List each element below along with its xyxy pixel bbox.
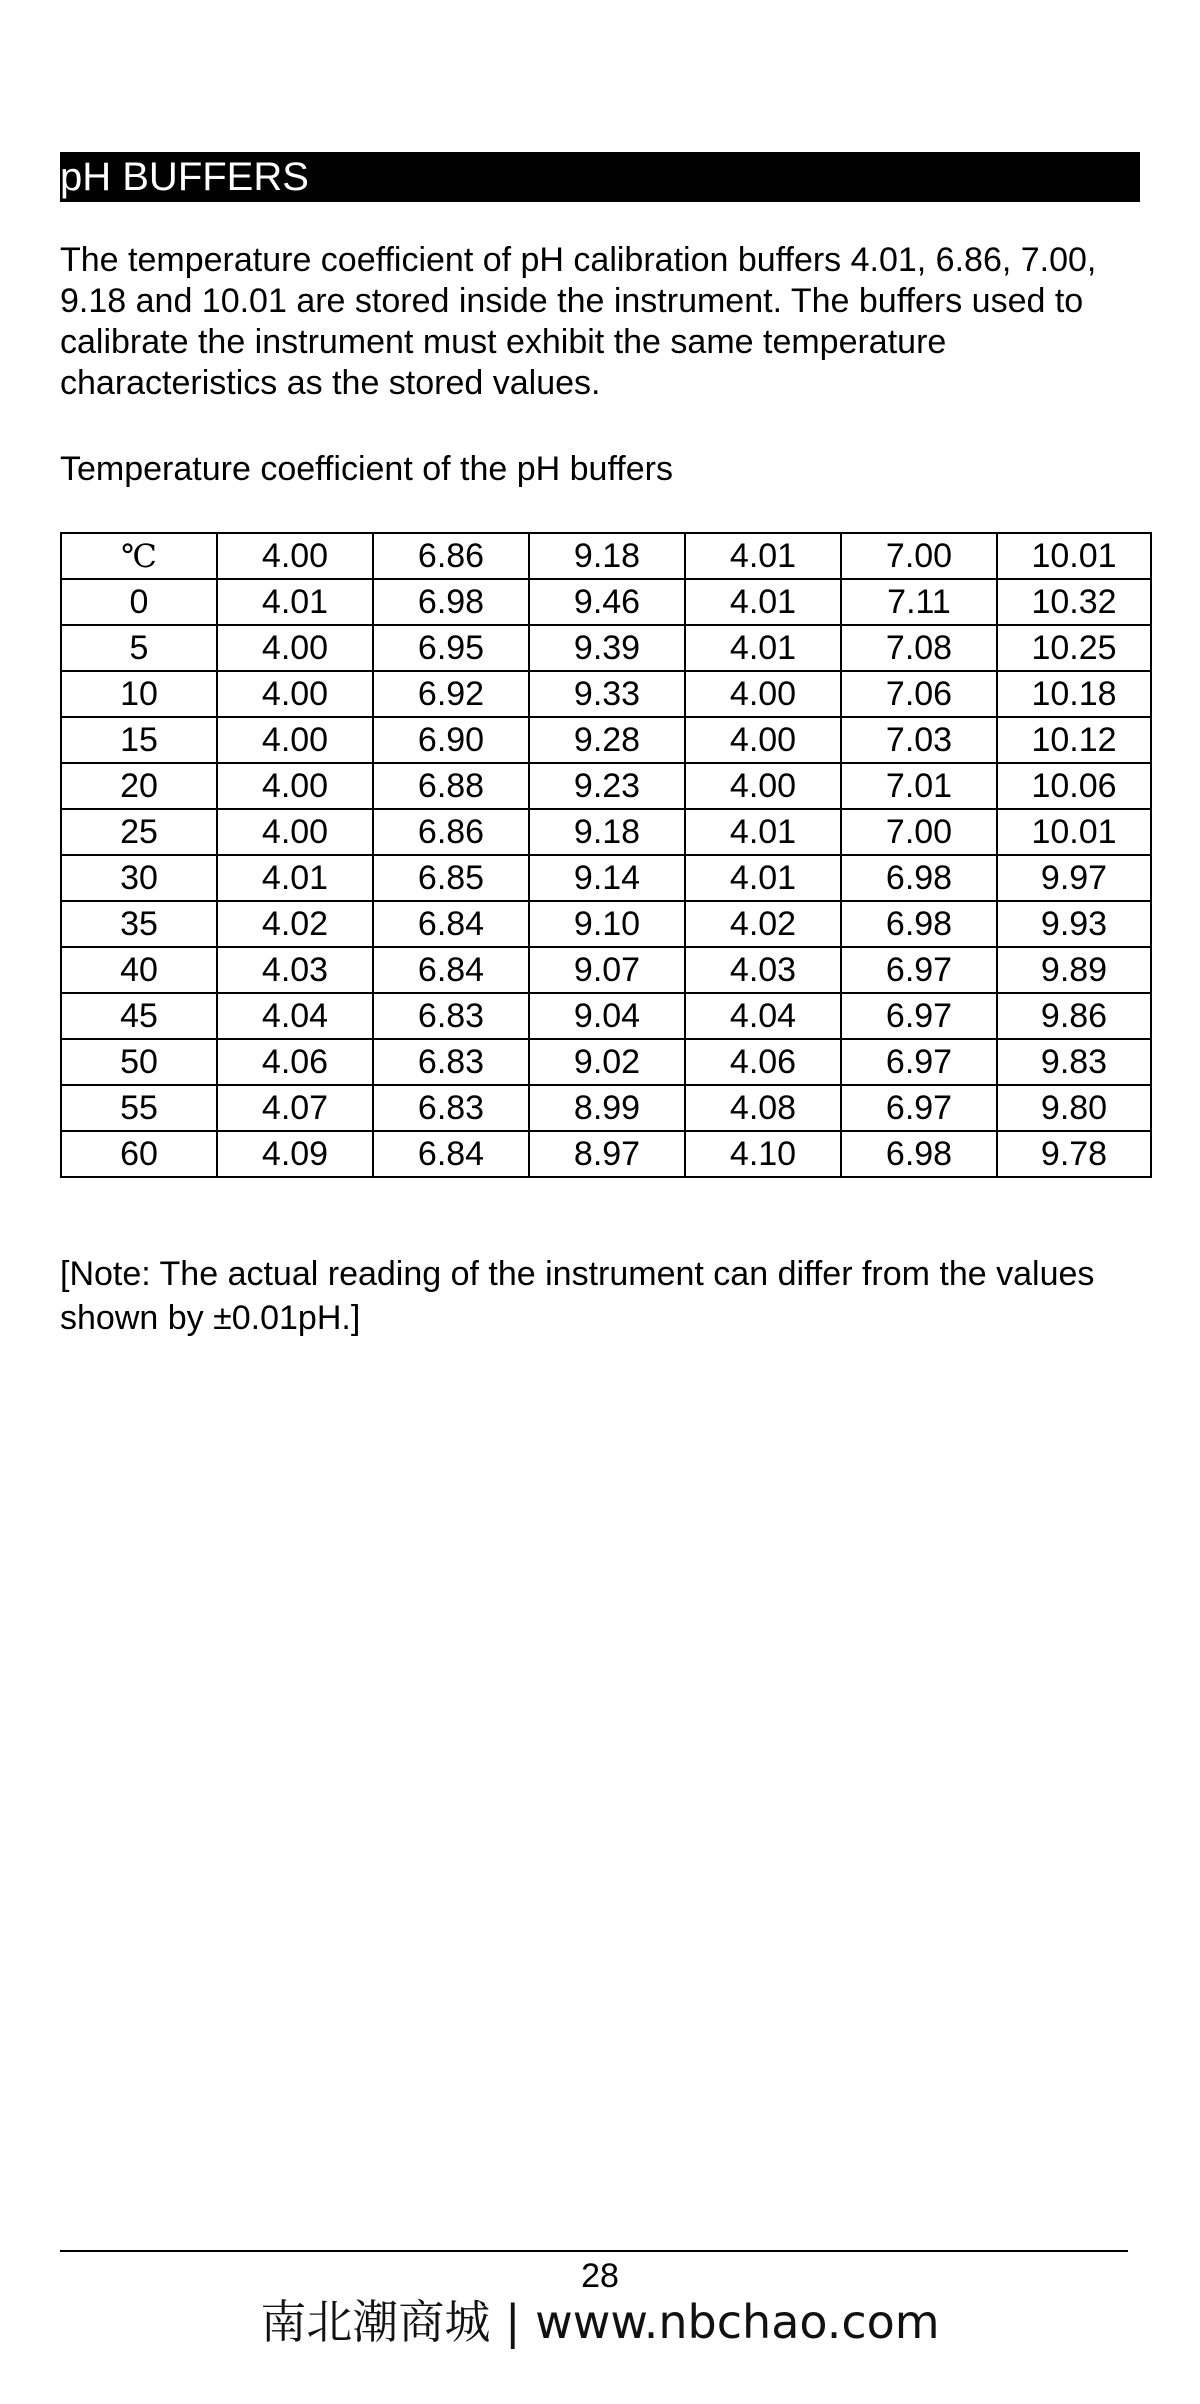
- buffer-value-cell: 10.18: [997, 671, 1151, 717]
- buffer-value-cell: 6.97: [841, 947, 997, 993]
- table-caption: Temperature coefficient of the pH buffers: [60, 450, 673, 488]
- temperature-cell: 10: [61, 671, 217, 717]
- buffer-value-cell: 7.11: [841, 579, 997, 625]
- buffer-value-cell: 10.12: [997, 717, 1151, 763]
- buffer-table: [60, 532, 1152, 1178]
- table-row: [61, 809, 1151, 855]
- buffer-value-cell: 4.03: [217, 947, 373, 993]
- buffer-value-cell: 6.83: [373, 993, 529, 1039]
- buffer-value-cell: 10.06: [997, 763, 1151, 809]
- temperature-cell: 20: [61, 763, 217, 809]
- footer-divider: [60, 2250, 1128, 2252]
- table-row: [61, 717, 1151, 763]
- buffer-value-cell: 4.02: [217, 901, 373, 947]
- buffer-value-cell: 4.01: [685, 855, 841, 901]
- buffer-value-cell: 4.00: [217, 809, 373, 855]
- table-row: [61, 901, 1151, 947]
- buffer-value-cell: 6.83: [373, 1039, 529, 1085]
- buffer-value-cell: 6.98: [373, 579, 529, 625]
- buffer-value-cell: 4.00: [217, 671, 373, 717]
- buffer-value-cell: 9.78: [997, 1131, 1151, 1177]
- page-number: 28: [581, 2257, 619, 2295]
- temperature-cell: 50: [61, 1039, 217, 1085]
- section-heading: pH BUFFERS: [60, 152, 1140, 202]
- buffer-value-cell: 6.86: [373, 809, 529, 855]
- buffer-value-cell: 6.98: [841, 855, 997, 901]
- buffer-value-cell: 9.89: [997, 947, 1151, 993]
- buffer-value-cell: 9.93: [997, 901, 1151, 947]
- buffer-value-cell: 6.90: [373, 717, 529, 763]
- buffer-value-cell: 4.04: [685, 993, 841, 1039]
- table-row: [61, 993, 1151, 1039]
- buffer-value-cell: 4.01: [217, 855, 373, 901]
- buffer-value-cell: 6.84: [373, 901, 529, 947]
- table-row: [61, 625, 1151, 671]
- buffer-value-cell: 7.00: [841, 809, 997, 855]
- buffer-value-cell: 6.95: [373, 625, 529, 671]
- table-row: [61, 763, 1151, 809]
- temperature-cell: 60: [61, 1131, 217, 1177]
- temperature-cell: 5: [61, 625, 217, 671]
- buffer-value-cell: 10.25: [997, 625, 1151, 671]
- site-watermark: 南北潮商城 | www.nbchao.com: [260, 2295, 940, 2349]
- buffer-value-cell: 7.08: [841, 625, 997, 671]
- temperature-cell: 45: [61, 993, 217, 1039]
- buffer-value-cell: 9.83: [997, 1039, 1151, 1085]
- buffer-value-cell: 4.06: [217, 1039, 373, 1085]
- buffer-value-cell: 9.02: [529, 1039, 685, 1085]
- buffer-value-cell: 9.97: [997, 855, 1151, 901]
- buffer-value-cell: 4.08: [685, 1085, 841, 1131]
- table-row: [61, 947, 1151, 993]
- buffer-value-cell: 4.00: [685, 763, 841, 809]
- buffer-value-cell: 9.33: [529, 671, 685, 717]
- buffer-value-cell: 8.99: [529, 1085, 685, 1131]
- buffer-value-cell: 4.00: [217, 625, 373, 671]
- buffer-value-cell: 6.85: [373, 855, 529, 901]
- buffer-value-cell: 9.14: [529, 855, 685, 901]
- buffer-value-cell: 6.98: [841, 1131, 997, 1177]
- buffer-value-cell: 4.00: [685, 671, 841, 717]
- buffer-value-cell: 4.04: [217, 993, 373, 1039]
- buffer-value-cell: 9.39: [529, 625, 685, 671]
- buffer-value-cell: 9.07: [529, 947, 685, 993]
- buffer-value-cell: 4.06: [685, 1039, 841, 1085]
- table-row: [61, 1085, 1151, 1131]
- buffer-value-cell: 6.97: [841, 1085, 997, 1131]
- header-cell: 7.00: [841, 533, 997, 579]
- note-text: [Note: The actual reading of the instrument can differ from the values shown by ±0.01pH.]: [60, 1255, 1095, 1337]
- buffer-value-cell: 7.01: [841, 763, 997, 809]
- buffer-value-cell: 4.03: [685, 947, 841, 993]
- table-row: [61, 1039, 1151, 1085]
- buffer-value-cell: 9.10: [529, 901, 685, 947]
- header-cell: 6.86: [373, 533, 529, 579]
- buffer-value-cell: 6.92: [373, 671, 529, 717]
- header-cell: 9.18: [529, 533, 685, 579]
- header-cell-unit: ℃: [61, 533, 217, 579]
- buffer-value-cell: 4.01: [685, 625, 841, 671]
- buffer-value-cell: 9.18: [529, 809, 685, 855]
- buffer-value-cell: 6.97: [841, 993, 997, 1039]
- header-cell: 4.00: [217, 533, 373, 579]
- buffer-value-cell: 7.06: [841, 671, 997, 717]
- buffer-value-cell: 9.80: [997, 1085, 1151, 1131]
- header-cell: 4.01: [685, 533, 841, 579]
- buffer-value-cell: 4.09: [217, 1131, 373, 1177]
- buffer-value-cell: 6.83: [373, 1085, 529, 1131]
- buffer-value-cell: 4.02: [685, 901, 841, 947]
- intro-paragraph: The temperature coefficient of pH calibration buffers 4.01, 6.86, 7.00, 9.18 and 10.01 are stored inside the instrument. The buffers used to calibrate the instrument must exhibit the same temperature characteristics as the stored values.: [60, 241, 1097, 402]
- buffer-value-cell: 6.88: [373, 763, 529, 809]
- buffer-value-cell: 4.00: [217, 717, 373, 763]
- buffer-value-cell: 4.07: [217, 1085, 373, 1131]
- buffer-value-cell: 6.84: [373, 947, 529, 993]
- temperature-cell: 40: [61, 947, 217, 993]
- buffer-value-cell: 9.23: [529, 763, 685, 809]
- buffer-value-cell: 9.04: [529, 993, 685, 1039]
- table-row: [61, 855, 1151, 901]
- buffer-table-body: [61, 533, 1151, 1177]
- buffer-value-cell: 4.00: [685, 717, 841, 763]
- buffer-value-cell: 9.86: [997, 993, 1151, 1039]
- temperature-cell: 35: [61, 901, 217, 947]
- temperature-cell: 30: [61, 855, 217, 901]
- buffer-value-cell: 9.28: [529, 717, 685, 763]
- buffer-value-cell: 7.03: [841, 717, 997, 763]
- buffer-value-cell: 10.32: [997, 579, 1151, 625]
- temperature-cell: 55: [61, 1085, 217, 1131]
- buffer-value-cell: 6.98: [841, 901, 997, 947]
- buffer-value-cell: 4.10: [685, 1131, 841, 1177]
- temperature-cell: 15: [61, 717, 217, 763]
- table-row: [61, 671, 1151, 717]
- buffer-value-cell: 6.97: [841, 1039, 997, 1085]
- table-header-row: [61, 533, 1151, 579]
- table-row: [61, 579, 1151, 625]
- buffer-value-cell: 4.00: [217, 763, 373, 809]
- buffer-value-cell: 6.84: [373, 1131, 529, 1177]
- buffer-value-cell: 4.01: [685, 579, 841, 625]
- header-cell: 10.01: [997, 533, 1151, 579]
- buffer-value-cell: 10.01: [997, 809, 1151, 855]
- buffer-value-cell: 8.97: [529, 1131, 685, 1177]
- temperature-cell: 25: [61, 809, 217, 855]
- temperature-cell: 0: [61, 579, 217, 625]
- buffer-value-cell: 9.46: [529, 579, 685, 625]
- table-row: [61, 1131, 1151, 1177]
- buffer-value-cell: 4.01: [685, 809, 841, 855]
- buffer-value-cell: 4.01: [217, 579, 373, 625]
